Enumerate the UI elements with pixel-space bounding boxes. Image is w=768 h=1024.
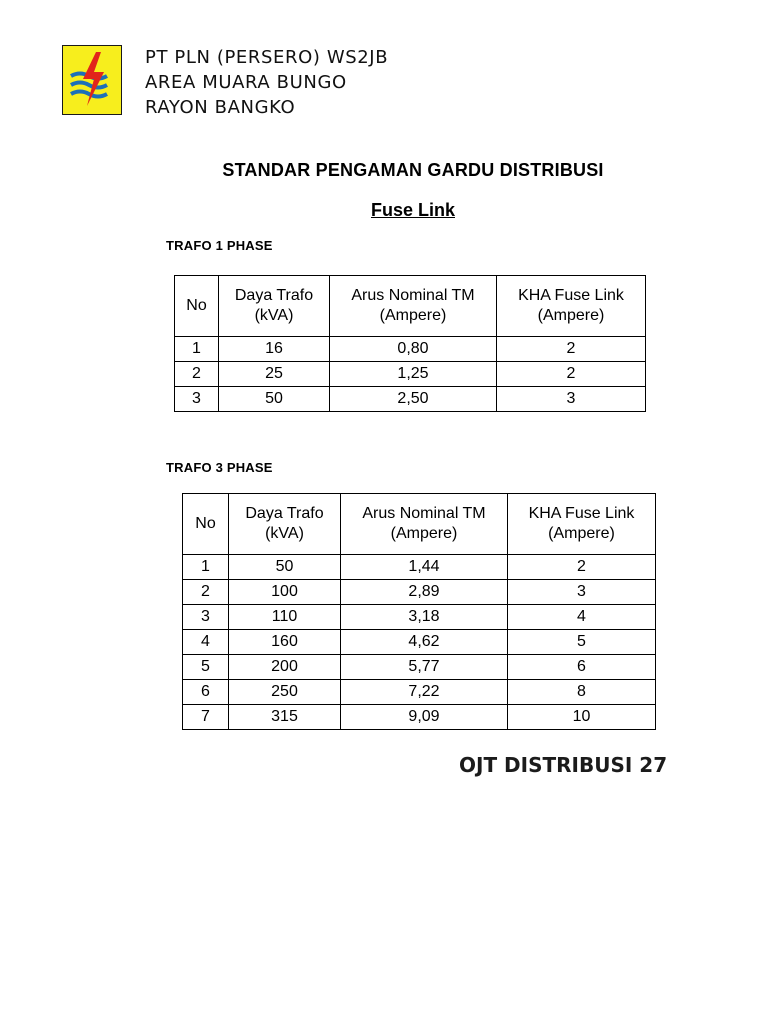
cell-arus: 2,89 — [341, 580, 508, 605]
table-header-row — [183, 494, 656, 555]
cell-daya: 200 — [229, 655, 341, 680]
cell-daya: 16 — [219, 337, 330, 362]
table-header-row — [175, 276, 646, 337]
cell-no: 1 — [175, 337, 219, 362]
cell-no: 2 — [183, 580, 229, 605]
cell-kha: 5 — [508, 630, 656, 655]
cell-arus: 1,25 — [330, 362, 497, 387]
header-no: No — [183, 494, 229, 555]
cell-no: 4 — [183, 630, 229, 655]
header-daya-trafo: Daya Trafo (kVA) — [229, 494, 341, 555]
cell-arus: 2,50 — [330, 387, 497, 412]
cell-kha: 3 — [508, 580, 656, 605]
page-title: STANDAR PENGAMAN GARDU DISTRIBUSI — [222, 160, 604, 180]
page-subtitle: Fuse Link — [370, 200, 455, 220]
table-row — [183, 680, 656, 705]
area-name: AREA MUARA BUNGO — [145, 72, 347, 93]
cell-daya: 160 — [229, 630, 341, 655]
cell-no: 1 — [183, 555, 229, 580]
table-row — [183, 705, 656, 730]
cell-kha: 2 — [497, 337, 646, 362]
header-no: No — [175, 276, 219, 337]
table-row — [183, 630, 656, 655]
section-label-1-phase: TRAFO 1 PHASE — [166, 238, 273, 253]
cell-arus: 9,09 — [341, 705, 508, 730]
cell-kha: 10 — [508, 705, 656, 730]
footer-label: OJT DISTRIBUSI 27 — [459, 753, 668, 777]
header-daya-trafo: Daya Trafo (kVA) — [219, 276, 330, 337]
cell-no: 7 — [183, 705, 229, 730]
company-header — [145, 45, 388, 120]
header-kha-fuse-link: KHA Fuse Link (Ampere) — [497, 276, 646, 337]
table-row — [183, 605, 656, 630]
company-name: PT PLN (PERSERO) WS2JB — [145, 47, 389, 68]
cell-daya: 50 — [219, 387, 330, 412]
cell-kha: 4 — [508, 605, 656, 630]
cell-arus: 7,22 — [341, 680, 508, 705]
cell-kha: 2 — [497, 362, 646, 387]
table-trafo-1-phase — [174, 275, 646, 412]
table-trafo-3-phase — [182, 493, 656, 730]
table-row — [175, 387, 646, 412]
cell-daya: 250 — [229, 680, 341, 705]
cell-kha: 3 — [497, 387, 646, 412]
table-row — [183, 580, 656, 605]
cell-no: 3 — [175, 387, 219, 412]
cell-daya: 50 — [229, 555, 341, 580]
header-arus-nominal: Arus Nominal TM (Ampere) — [341, 494, 508, 555]
table-row — [183, 555, 656, 580]
cell-no: 5 — [183, 655, 229, 680]
header-arus-nominal: Arus Nominal TM (Ampere) — [330, 276, 497, 337]
cell-kha: 2 — [508, 555, 656, 580]
cell-daya: 100 — [229, 580, 341, 605]
cell-arus: 3,18 — [341, 605, 508, 630]
table-row — [183, 655, 656, 680]
cell-daya: 25 — [219, 362, 330, 387]
header-kha-fuse-link: KHA Fuse Link (Ampere) — [508, 494, 656, 555]
cell-daya: 110 — [229, 605, 341, 630]
cell-arus: 1,44 — [341, 555, 508, 580]
table-row — [175, 362, 646, 387]
cell-arus: 4,62 — [341, 630, 508, 655]
cell-daya: 315 — [229, 705, 341, 730]
rayon-name: RAYON BANGKO — [145, 97, 296, 118]
table-row — [175, 337, 646, 362]
cell-kha: 6 — [508, 655, 656, 680]
cell-no: 2 — [175, 362, 219, 387]
cell-arus: 5,77 — [341, 655, 508, 680]
pln-lightning-logo-icon — [62, 45, 122, 115]
cell-kha: 8 — [508, 680, 656, 705]
section-label-3-phase: TRAFO 3 PHASE — [166, 460, 273, 475]
cell-arus: 0,80 — [330, 337, 497, 362]
cell-no: 3 — [183, 605, 229, 630]
cell-no: 6 — [183, 680, 229, 705]
